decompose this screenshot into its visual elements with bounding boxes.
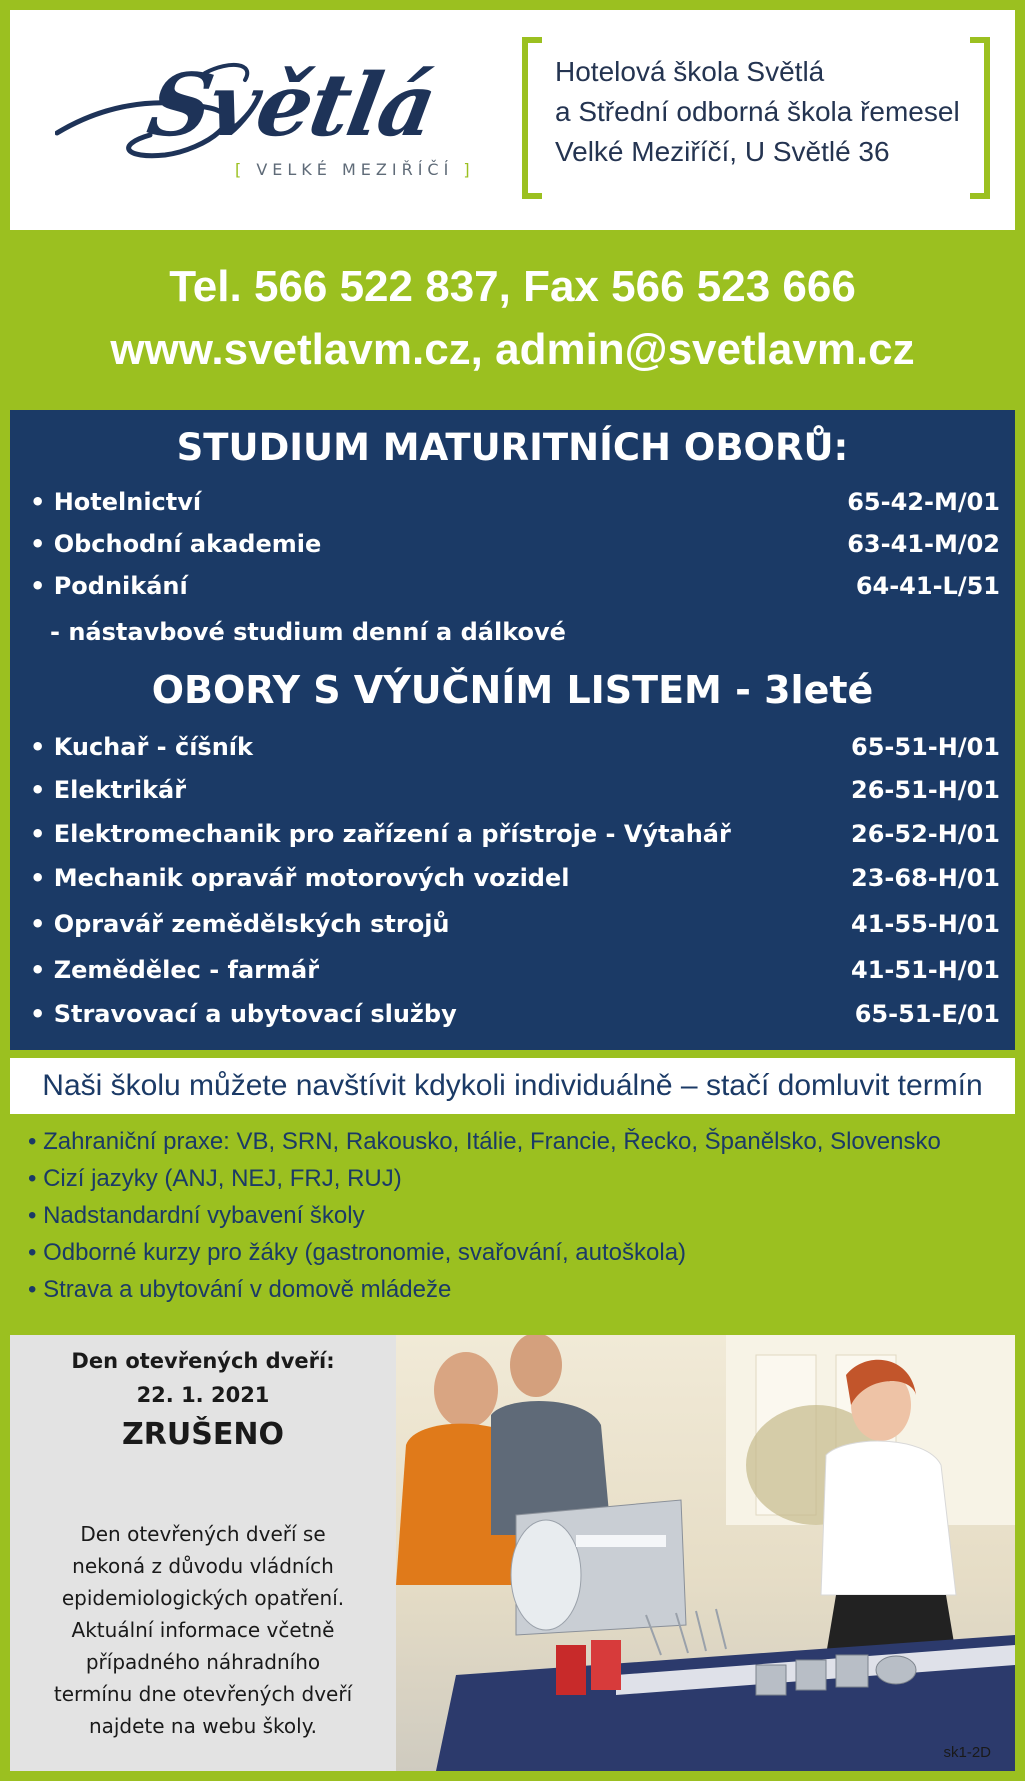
vyucni-heading: OBORY S VÝUČNÍM LISTEM - 3leté — [151, 668, 874, 712]
program-label: • Opravář zemědělských strojů — [30, 910, 450, 938]
program-label: • Obchodní akademie — [30, 530, 322, 558]
school-logo — [55, 55, 485, 195]
address-line-3: Velké Meziříčí, U Světlé 36 — [555, 136, 890, 167]
feature-item: • Odborné kurzy pro žáky (gastronomie, svařování, autoškola) — [28, 1239, 687, 1266]
program-code: 26-52-H/01 — [851, 820, 1000, 848]
notice-line: najdete na webu školy. — [88, 1714, 318, 1738]
program-label: • Podnikání — [30, 572, 188, 600]
program-note: - nástavbové studium denní a dálkové — [50, 618, 566, 646]
study-programs-box — [10, 410, 1015, 1050]
program-code: 65-51-E/01 — [854, 1000, 1000, 1028]
program-code: 41-51-H/01 — [851, 956, 1000, 984]
feature-item: • Zahraniční praxe: VB, SRN, Rakousko, Itálie, Francie, Řecko, Španělsko, Slovensko — [28, 1128, 941, 1155]
notice-line: případného náhradního — [85, 1650, 321, 1674]
program-code: 23-68-H/01 — [851, 864, 1000, 892]
program-code: 65-42-M/01 — [847, 488, 1000, 516]
program-label: • Zemědělec - farmář — [30, 956, 320, 984]
catering-photo — [396, 1335, 1015, 1771]
program-row — [30, 1000, 1000, 1036]
program-label: • Mechanik opravář motorových vozidel — [30, 864, 570, 892]
program-label: • Hotelnictví — [30, 488, 202, 516]
feature-item: • Cizí jazyky (ANJ, NEJ, FRJ, RUJ) — [28, 1165, 402, 1192]
open-day-title: Den otevřených dveří: — [71, 1349, 335, 1373]
program-row — [30, 488, 1000, 524]
notice-line: Aktuální informace včetně — [71, 1618, 335, 1642]
maturitni-heading: STUDIUM MATURITNÍCH OBORŮ: — [176, 426, 849, 469]
program-row — [30, 572, 1000, 608]
header — [10, 10, 1015, 230]
address-bracket-right — [970, 37, 990, 199]
program-row — [30, 820, 1000, 856]
program-code: 64-41-L/51 — [855, 572, 1000, 600]
photo-code: sk1-2D — [943, 1744, 991, 1761]
program-label: • Kuchař - číšník — [30, 733, 253, 761]
address-line-2: a Střední odborná škola řemesel — [555, 96, 960, 127]
program-row — [30, 864, 1000, 900]
feature-item: • Nadstandardní vybavení školy — [28, 1202, 365, 1229]
catering-scene-illustration — [396, 1335, 1015, 1771]
program-row — [30, 530, 1000, 566]
notice-line: Den otevřených dveří se — [80, 1522, 326, 1546]
feature-item: • Strava a ubytování v domově mládeže — [28, 1276, 452, 1303]
visit-banner: Naši školu můžete navštívit kdykoli individuálně – stačí domluvit termín — [10, 1058, 1015, 1114]
features-list — [28, 1123, 1008, 1308]
program-label: • Stravovací a ubytovací služby — [30, 1000, 457, 1028]
program-label: • Elektrikář — [30, 776, 187, 804]
open-day-notice — [10, 1518, 396, 1742]
program-code: 63-41-M/02 — [847, 530, 1000, 558]
open-day-box — [10, 1335, 396, 1771]
program-label: • Elektromechanik pro zařízení a přístroje - Výtahář — [30, 820, 731, 848]
program-code: 26-51-H/01 — [851, 776, 1000, 804]
logo-town: [ VELKÉ MEZIŘÍČÍ ] — [235, 160, 475, 179]
program-code: 65-51-H/01 — [851, 733, 1000, 761]
phone-fax: Tel. 566 522 837, Fax 566 523 666 — [169, 262, 856, 311]
address-line-1: Hotelová škola Světlá — [555, 56, 825, 87]
notice-line: termínu dne otevřených dveří — [53, 1682, 353, 1706]
notice-line: epidemiologických opatření. — [61, 1586, 345, 1610]
school-address — [555, 52, 975, 172]
web-email: www.svetlavm.cz, admin@svetlavm.cz — [110, 325, 915, 374]
notice-line: nekoná z důvodu vládních — [72, 1554, 334, 1578]
program-row — [30, 733, 1000, 769]
open-day-status: ZRUŠENO — [122, 1417, 284, 1452]
program-row — [30, 910, 1000, 946]
open-day-date: 22. 1. 2021 — [136, 1383, 270, 1407]
address-bracket-left — [522, 37, 542, 199]
program-code: 41-55-H/01 — [851, 910, 1000, 938]
program-row — [30, 776, 1000, 812]
logo-wordmark: Světlá — [141, 55, 442, 156]
program-row — [30, 956, 1000, 992]
